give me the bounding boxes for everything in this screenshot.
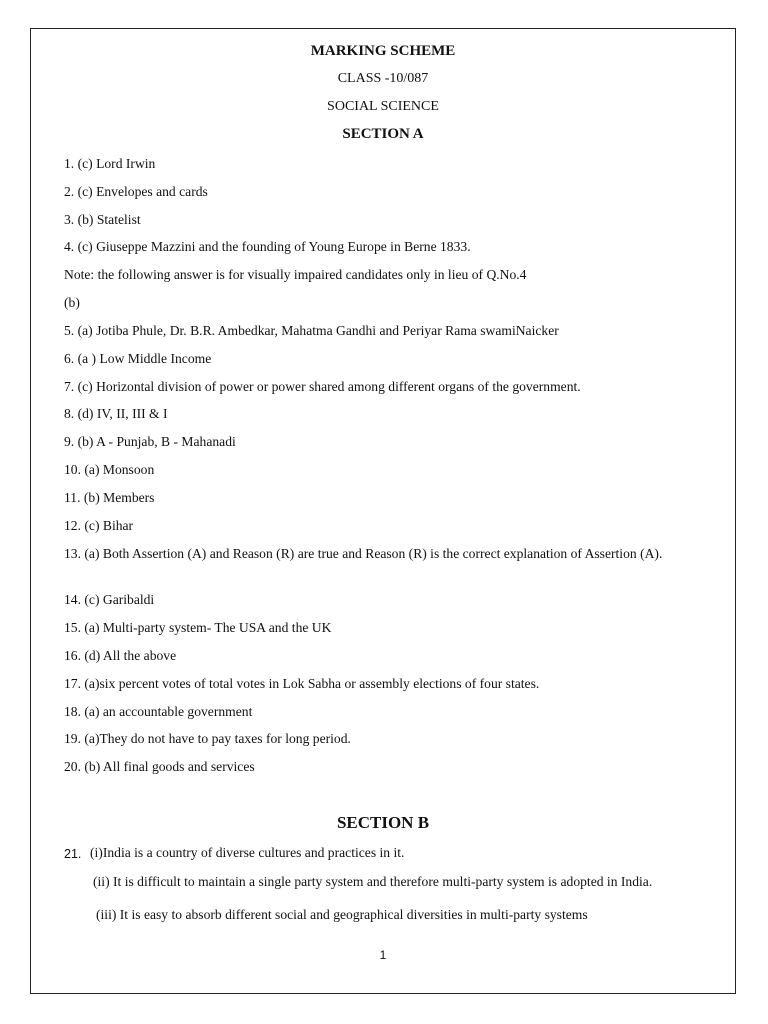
answer-line: 20. (b) All final goods and services	[64, 759, 255, 774]
answer-line: 2. (c) Envelopes and cards	[64, 184, 208, 199]
answer-line: 19. (a)They do not have to pay taxes for long period.	[64, 731, 351, 746]
answer-line: 14. (c) Garibaldi	[64, 592, 155, 607]
answer-line: 10. (a) Monsoon	[64, 462, 155, 477]
answer-line: 8. (d) IV, II, III & I	[64, 406, 168, 421]
answer-line: 1. (c) Lord Irwin	[64, 156, 156, 171]
answer-line: 5. (a) Jotiba Phule, Dr. B.R. Ambedkar, Mahatma Gandhi and Periyar Rama swamiNaicker	[64, 323, 559, 338]
document-title: MARKING SCHEME	[310, 43, 456, 59]
answer-line: 3. (b) Statelist	[64, 212, 141, 227]
answer-point: (i)India is a country of diverse cultures and practices in it.	[90, 845, 405, 860]
answer-line: 11. (b) Members	[64, 490, 155, 505]
answer-line: 18. (a) an accountable government	[64, 704, 253, 719]
answer-line: 12. (c) Bihar	[64, 518, 134, 533]
answer-line: 15. (a) Multi-party system- The USA and the UK	[64, 620, 332, 635]
page-number: 1	[379, 948, 387, 962]
answer-point: (iii) It is easy to absorb different social and geographical diversities in multi-party systems	[96, 907, 588, 922]
class-code: CLASS -10/087	[337, 71, 429, 86]
answer-line: 17. (a)six percent votes of total votes in Lok Sabha or assembly elections of four states.	[64, 676, 540, 691]
answer-line: 6. (a ) Low Middle Income	[64, 351, 212, 366]
answer-point: (ii) It is difficult to maintain a single party system and therefore multi-party system is adopted in India.	[93, 874, 653, 889]
answer-line: 4. (c) Giuseppe Mazzini and the founding of Young Europe in Berne 1833.	[64, 239, 471, 254]
question-number: 21.	[64, 847, 82, 861]
answer-line: 13. (a) Both Assertion (A) and Reason (R) are true and Reason (R) is the correct explanation of Assertion (A).	[64, 546, 663, 561]
section-a-heading: SECTION A	[342, 126, 424, 142]
answer-line: 16. (d) All the above	[64, 648, 177, 663]
answer-line: 7. (c) Horizontal division of power or power shared among different organs of the government.	[64, 379, 581, 394]
answer-line: (b)	[64, 295, 80, 310]
section-b-heading: SECTION B	[336, 813, 430, 832]
answer-line: 9. (b) A - Punjab, B - Mahanadi	[64, 434, 236, 449]
answer-note: Note: the following answer is for visually impaired candidates only in lieu of Q.No.4	[64, 267, 527, 282]
subject-title: SOCIAL SCIENCE	[327, 99, 439, 114]
